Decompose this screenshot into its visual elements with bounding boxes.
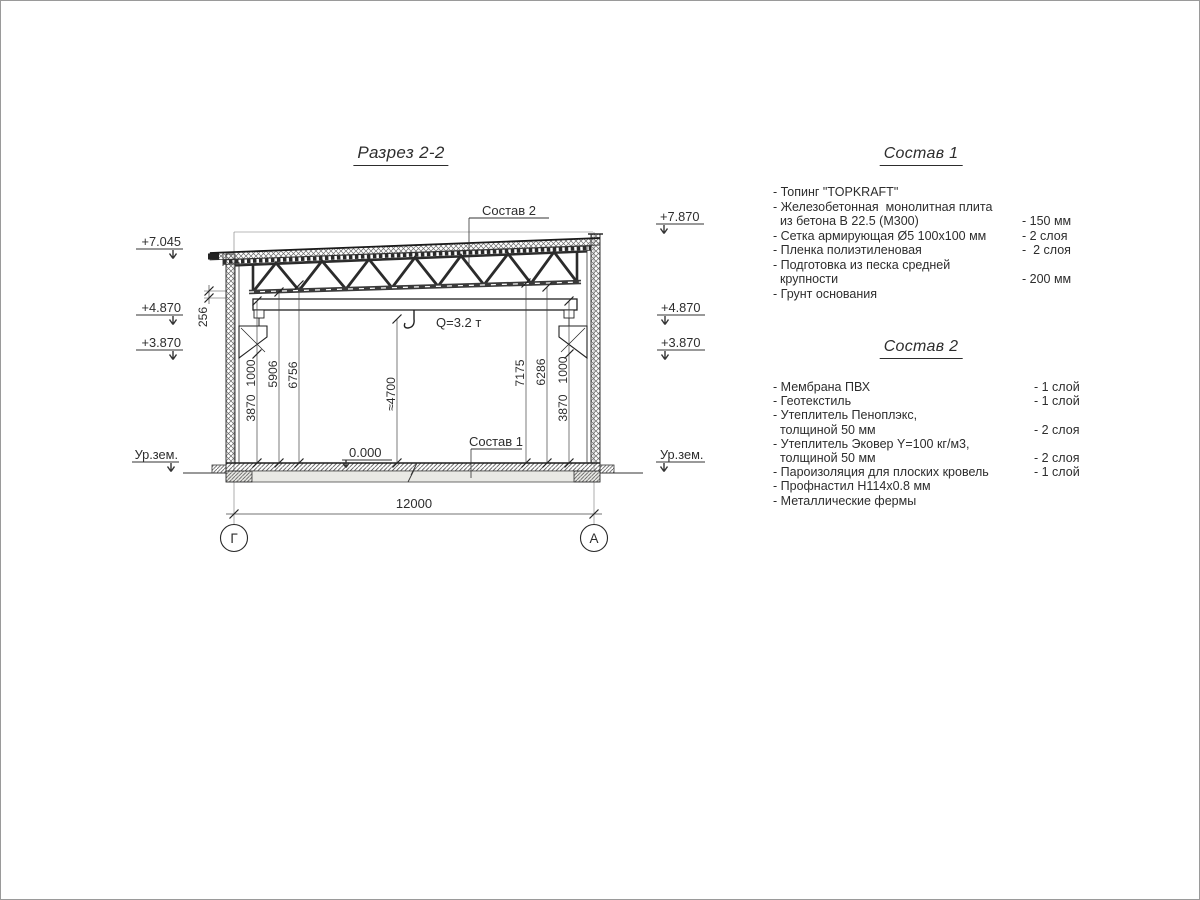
spec-row (773, 408, 1103, 422)
sostav2-heading: Состав 2 (880, 338, 963, 359)
elevation-marks-right (656, 209, 705, 472)
right-wall (587, 234, 603, 463)
dim-4700: ≈4700 (384, 377, 398, 411)
spec-text: - Мембрана ПВХ (773, 380, 871, 394)
dim-3870-right: 3870 (556, 394, 570, 422)
corbel-right (559, 326, 587, 358)
spec-row (773, 479, 1103, 493)
spec-text: толщиной 50 мм (773, 451, 876, 466)
spec-text: - Геотекстиль (773, 394, 852, 409)
dim-256: 256 (196, 306, 210, 328)
spec-value: - 200 мм (1022, 272, 1072, 286)
spec-value: - 1 слой (1034, 394, 1080, 409)
axis-letter-left: Г (230, 531, 238, 546)
span-dimension (226, 496, 602, 519)
spec-value: - 1 слой (1034, 380, 1080, 394)
spec-row (773, 394, 1103, 408)
spec-value: - 2 слоя (1022, 243, 1071, 257)
spec-row (773, 423, 1103, 437)
section-title: Разрез 2-2 (353, 143, 448, 166)
spec-row (773, 185, 1103, 200)
elev-4870-right: +4.870 (661, 300, 701, 315)
sostav1-list (773, 185, 1103, 301)
footing-left (212, 465, 226, 473)
spec-text: - Пароизоляция для плоских кровель (773, 465, 989, 480)
hook-icon (404, 310, 414, 328)
elev-3870-right: +3.870 (661, 335, 701, 350)
spec-row (773, 229, 1103, 244)
spec-value: - 1 слой (1034, 465, 1080, 480)
sostav2-list (773, 380, 1103, 508)
spec-row (773, 243, 1103, 258)
spec-row (773, 437, 1103, 451)
axis-letter-right: А (589, 531, 599, 546)
dim-1000-left: 1000 (244, 359, 258, 387)
dim-256-group (196, 285, 227, 327)
spec-text: - Профнастил Н114х0.8 мм (773, 479, 931, 494)
roof (208, 238, 600, 265)
crane-capacity-label: Q=3.2 т (436, 315, 482, 330)
left-wall (223, 252, 239, 463)
spec-row (773, 451, 1103, 465)
corbel-left (239, 326, 267, 358)
spec-text: из бетона В 22.5 (М300) (773, 214, 919, 228)
eave-cap (208, 254, 219, 260)
callout-sostav2-label: Состав 2 (482, 203, 536, 218)
elevation-marks-left (132, 234, 183, 472)
sostav1-heading: Состав 1 (880, 145, 963, 166)
spec-row (773, 287, 1103, 302)
dimension-texts (244, 356, 570, 421)
spec-row (773, 200, 1103, 215)
spec-row (773, 494, 1103, 508)
spec-row (773, 214, 1103, 229)
spec-value: - 2 слоя (1034, 451, 1080, 466)
spec-text: - Металлические фермы (773, 493, 917, 508)
callout-sostav1-label: Состав 1 (469, 434, 523, 449)
spec-text: - Железобетонная монолитная плита (773, 199, 993, 214)
ground-level-right: Ур.зем. (660, 447, 704, 462)
spec-row (773, 380, 1103, 394)
spec-row (773, 258, 1103, 273)
dim-1000-right: 1000 (556, 356, 570, 384)
spec-value: - 150 мм (1022, 214, 1072, 228)
ground-level-left: Ур.зем. (134, 447, 178, 462)
spec-text: - Топинг "TOPKRAFT" (773, 185, 899, 199)
footing-right (600, 465, 614, 473)
dim-6756: 6756 (286, 361, 300, 389)
spec-text: - Грунт основания (773, 286, 878, 301)
spec-text: - Утеплитель Эковер Y=100 кг/м3, (773, 436, 970, 451)
level-zero-label: 0.000 (349, 445, 382, 460)
axis-bubbles (221, 525, 608, 552)
foundation-right (574, 471, 600, 482)
floor-slab (183, 463, 643, 482)
spec-text: - Утеплитель Пеноплэкс, (773, 408, 918, 423)
dim-6286: 6286 (534, 358, 548, 386)
elev-3870-left: +3.870 (141, 335, 181, 350)
dim-3870-left: 3870 (244, 394, 258, 422)
foundation-left (226, 471, 252, 482)
elev-7870: +7.870 (660, 209, 700, 224)
elev-7045: +7.045 (141, 234, 181, 249)
dim-7175: 7175 (513, 359, 527, 387)
spec-text: - Сетка армирующая Ø5 100х100 мм (773, 228, 987, 243)
dim-5906: 5906 (266, 360, 280, 388)
elev-4870-left: +4.870 (141, 300, 181, 315)
crane-hook (404, 310, 481, 330)
spec-value: - 2 слоя (1034, 422, 1080, 437)
crane-beam (253, 299, 577, 326)
spec-row (773, 465, 1103, 479)
spec-text: крупности (773, 272, 839, 286)
spec-value: - 2 слоя (1022, 228, 1068, 243)
spec-text: толщиной 50 мм (773, 422, 876, 437)
spec-text: - Пленка полиэтиленовая (773, 243, 922, 257)
corbels (239, 326, 587, 358)
spec-text: - Подготовка из песка средней (773, 257, 951, 272)
spec-row (773, 272, 1103, 287)
callout-sostav2 (469, 203, 549, 267)
dim-span: 12000 (395, 496, 433, 511)
